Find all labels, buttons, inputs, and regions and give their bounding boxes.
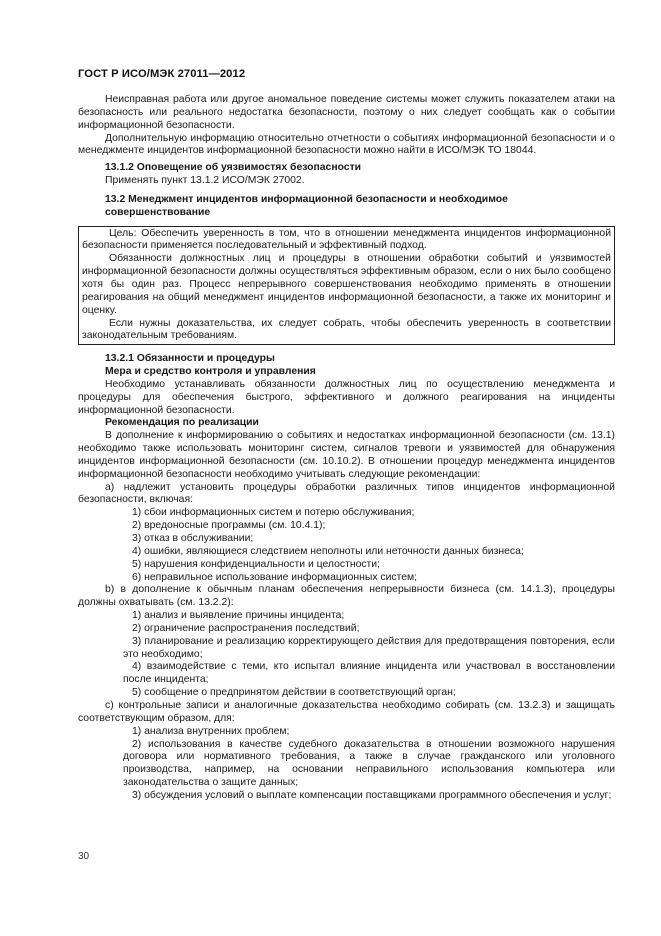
list-item-a: a) надлежит установить процедуры обработки различных типов инцидентов информационной безопасности, включая:	[78, 481, 615, 506]
list-item: 4) ошибки, являющиеся следствием неполноты или неточности данных бизнеса;	[132, 545, 524, 557]
guidance-heading: Рекомендация по реализации	[105, 417, 259, 429]
list-item: 2) вредоносные программы (см. 10.4.1);	[132, 520, 326, 532]
control-heading: Мера и средство контроля и управления	[105, 366, 316, 378]
list-item: 1) анализ и выявление причины инцидента;	[132, 610, 345, 622]
list-item: 1) анализа внутренних проблем;	[132, 725, 290, 737]
list-item: 3) обсуждения условий о выплате компенсации поставщиками программного обеспечения и услуг;	[132, 789, 612, 801]
list-item: 5) сообщение о предпринятом действии в соответствующий орган;	[132, 687, 456, 699]
paragraph: Применять пункт 13.1.2 ИСО/МЭК 27002.	[105, 175, 305, 187]
list-item: 2) использования в качестве судебного доказательства в отношении возможного нарушения договора или нормативного требования, а также в случае гражданского или уголовного производства, например, на основании неправильного использования компьютера или законодательства о защите данных;	[123, 738, 615, 789]
list-item: 6) неправильное использование информационных систем;	[132, 571, 418, 583]
paragraph: Дополнительную информацию относительно отчетности о событиях информационной безопасности и о менеджменте инцидентов информационной безопасности можно найти в ИСО/МЭК ТО 18044.	[78, 132, 615, 157]
paragraph: Необходимо устанавливать обязанности должностных лиц по осуществлению менеджмента и процедуры для обеспечения быстрого, эффективного и должного реагирования на инциденты информационной безопасности.	[78, 378, 615, 416]
list-item: 5) нарушения конфиденциальности и целостности;	[132, 558, 380, 570]
list-item: 2) ограничение распространения последствий;	[132, 622, 360, 634]
objective-text: Обязанности должностных лиц и процедуры в отношении обработки событий и уязвимостей информационной безопасности должны осуществляться эффективным образом, если о них было сообщено хотя бы один раз. Процесс непрерывного совершенствования необходимо применять в отношении реагирования на общий менеджмент инцидентов информационной безопасности, а также их мониторинг и оценку.	[82, 253, 611, 316]
page-number: 30	[78, 851, 90, 862]
list-item: 1) сбои информационных систем и потерю обслуживания;	[132, 507, 415, 519]
list-item-c: c) контрольные записи и аналогичные доказательства необходимо собирать (см. 13.2.3) и защищать соответствующим образом, для:	[78, 699, 615, 724]
paragraph: Неисправная работа или другое аномальное поведение системы может служить показателем атаки на безопасность или реального недостатка безопасности, поэтому о них следует сообщать как о событии информационной безопасности.	[78, 94, 615, 131]
list-item: 3) отказ в обслуживании;	[132, 533, 254, 544]
objective-text: Цель: Обеспечить уверенность в том, что в отношении менеджмента инцидентов информационной безопасности применяется последовательный и эффективный подход.	[82, 227, 611, 252]
section-heading-13-2-1: 13.2.1 Обязанности и процедуры	[105, 353, 275, 365]
objective-box	[78, 226, 615, 346]
list-item: 3) планирование и реализацию корректирующего действия для предотвращения повторения, если это необходимо;	[123, 635, 615, 660]
paragraph: В дополнение к информированию о событиях и недостатках информационной безопасности (см. 13.1) необходимо также использовать мониторинг систем, сигналов тревоги и уязвимостей для обнаружения инцидентов информационной безопасности (см. 10.10.2). В отношении процедур менеджмента инцидентов информационной безопасности необходимо учитывать следующие рекомендации:	[78, 430, 615, 480]
objective-text: Если нужны доказательства, их следует собрать, чтобы обеспечить уверенность в соответствии законодательным требованиям.	[82, 317, 611, 342]
section-heading-13-2: 13.2 Менеджмент инцидентов информационной безопасности и необходимое совершенствование	[105, 193, 508, 218]
document-body	[78, 94, 615, 803]
section-heading-13-1-2: 13.1.2 Оповещение об уязвимостях безопасности	[105, 162, 362, 174]
document-header: ГОСТ Р ИСО/МЭК 27011—2012	[78, 68, 246, 80]
list-item-b: b) в дополнение к обычным планам обеспечения непрерывности бизнеса (см. 14.1.3), процедуры должны охватывать (см. 13.2.2):	[78, 584, 615, 609]
list-item: 4) взаимодействие с теми, кто испытал влияние инцидента или участвовал в восстановлении после инцидента;	[123, 661, 615, 686]
